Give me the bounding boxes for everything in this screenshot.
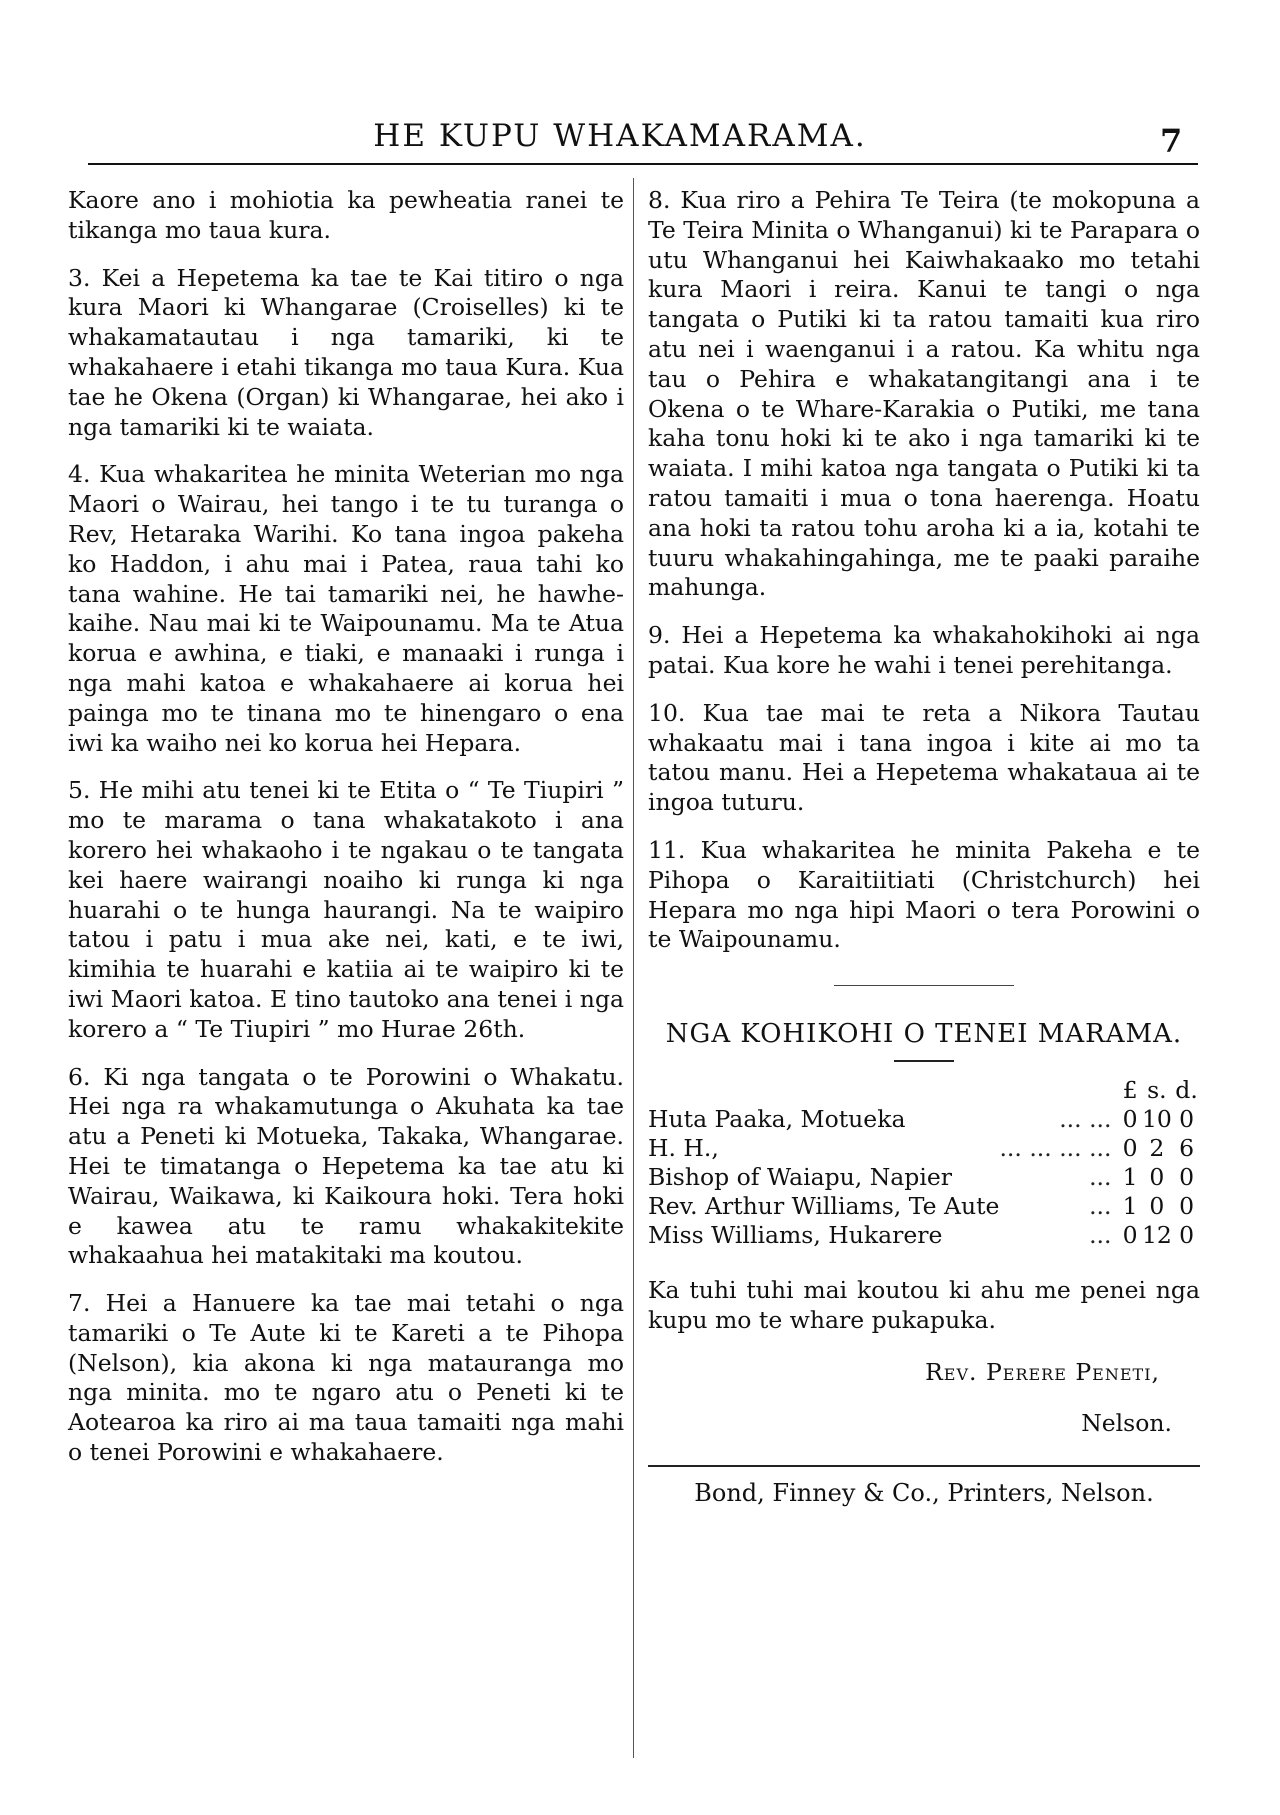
paragraph-item-8: 8. Kua riro a Pehira Te Teira (te mokopuna a Te Teira Minita o Whanganui) ki te Parapara o utu Whanganui hei Kaiwhakaako mo tetahi kura Maori i reira. Kanui te tangi o nga tangata o Putiki ki ta ratou tamaiti kua riro atu nei i waenganui i a ratou. Ka whitu nga tau o Pehira e whakatangitangi ana i te Okena o te Whare-Karakia o Putiki, me tana kaha tonu hoki ki te ako i nga tamariki ki te waiata. I mihi katoa nga tangata o Putiki ki ta ratou tamaiti i mua o tona haerenga. Hoatu ana hoki ta ratou tohu aroha ki a ia, kotahi te tuuru whakahingahinga, me te paaki paraihe mahunga. [648,186,1200,602]
contributor-name: H. H., [648,1133,719,1162]
shillings-cell: 12 [1141,1220,1172,1249]
paragraph-item-4: 4. Kua whakaritea he minita Weterian mo nga Maori o Wairau, hei tango i te tu turanga o Rev, Hetaraka Warihi. Ko tana ingoa pakeha ko Haddon, i ahu mai i Patea, raua tahi ko tana wahine. He tai tamariki nei, he hawhe-kaihe. Nau mai ki te Waipounamu. Ma te Atua korua e awhina, e tiaki, e manaaki i runga i nga mahi katoa e whakahaere ai korua hei painga mo te tinana mo te hinengaro o ena iwi ka waiho nei ko korua hei Hepara. [68,460,624,757]
contributor-name: Miss Williams, Hukarere [648,1220,943,1249]
signature-place: Nelson. [1081,1409,1172,1438]
page-header-title: HE KUPU WHAKAMARAMA. [373,118,867,154]
right-column [648,186,1200,1509]
leader-dots: ... ... [1059,1104,1112,1133]
heading-underline [894,1060,954,1062]
pence-cell: 0 [1179,1220,1195,1249]
contributions-table [648,1076,1200,1250]
paragraph-item-6: 6. Ki nga tangata o te Porowini o Whakatu. Hei nga ra whakamutunga o Akuhata ka tae atu a Peneti ki Motueka, Takaka, Whangarae. Hei te timatanga o Hepetema ka tae atu ki Wairau, Waikawa, ki Kaikoura hoki. Tera hoki e kawea atu te ramu whakakitekite whakaahua hei matakitaki ma koutou. [68,1062,624,1270]
pounds-cell: 0 [1122,1220,1138,1249]
printer-imprint: Bond, Finney & Co., Printers, Nelson. [694,1479,1154,1508]
paragraph-item-11: 11. Kua whakaritea he minita Pakeha e te Pihopa o Karaitiitiati (Christchurch) hei Hepara mo nga hipi Maori o tera Porowini o te Waipounamu. [648,835,1200,954]
contributor-name: Bishop of Waiapu, Napier [648,1162,952,1191]
section-divider [834,985,1014,986]
leader-dots: ... [1089,1220,1112,1249]
paragraph-item-5: 5. He mihi atu tenei ki te Etita o “ Te Tiupiri ” mo te marama o tana whakatakoto i ana korero hei whakaoho i te ngakau o te tangata kei haere wairangi noaiho ki runga ki nga huarahi o te hunga haurangi. Na te waipiro tatou i patu i mua ake nei, kati, e te iwi, kimihia te huarahi e katiia ai te waipiro ki te iwi Maori katoa. E tino tautoko ana tenei i nga korero a “ Te Tiupiri ” mo Hurae 26th. [68,776,624,1043]
pounds-cell: 1 [1122,1162,1138,1191]
table-row [648,1134,1200,1163]
contributor-name: Huta Paaka, Motueka [648,1104,906,1133]
table-row [648,1105,1200,1134]
pence-header: d. [1175,1075,1198,1104]
printer-rule [648,1465,1200,1467]
paragraph-item-7: 7. Hei a Hanuere ka tae mai tetahi o nga tamariki o Te Aute ki te Kareti a te Pihopa (Nelson), kia akona ki nga matauranga mo nga minita. mo te ngaro atu o Peneti ki te Aotearoa ka riro ai ma taua tamaiti nga mahi o tenei Porowini e whakahaere. [68,1289,624,1467]
paragraph: Kaore ano i mohiotia ka pewheatia ranei te tikanga mo taua kura. [68,186,624,244]
leader-dots: ... ... ... ... [999,1133,1112,1162]
paragraph-item-9: 9. Hei a Hepetema ka whakahokihoki ai nga patai. Kua kore he wahi i tenei perehitanga. [648,621,1200,679]
pounds-cell: 1 [1122,1191,1138,1220]
column-divider [633,178,634,1758]
table-header-blank [999,1076,1119,1105]
pence-cell: 0 [1179,1104,1195,1133]
shillings-header: s. [1147,1075,1167,1104]
pence-cell: 6 [1179,1133,1195,1162]
pounds-cell: 0 [1122,1133,1138,1162]
table-header-row [648,1076,1200,1105]
shillings-cell: 0 [1149,1162,1165,1191]
signature-name: Rev. Perere Peneti, [925,1357,1160,1386]
contributions-note: Ka tuhi tuhi mai koutou ki ahu me penei nga kupu mo te whare pukapuka. [648,1275,1200,1334]
pence-cell: 0 [1179,1162,1195,1191]
page-number: 7 [1160,122,1183,160]
table-header-blank [648,1076,999,1105]
contributions-heading: NGA KOHIKOHI O TENEI MARAMA. [665,1019,1183,1050]
pounds-header: £ [1122,1075,1138,1104]
leader-dots: ... [1089,1162,1112,1191]
shillings-cell: 0 [1149,1191,1165,1220]
leader-dots: ... [1089,1191,1112,1220]
shillings-cell: 2 [1149,1133,1165,1162]
table-row [648,1163,1200,1192]
table-row [648,1192,1200,1221]
pence-cell: 0 [1179,1191,1195,1220]
contributor-name: Rev. Arthur Williams, Te Aute [648,1191,1000,1220]
header-rule [88,163,1198,165]
table-row [648,1221,1200,1250]
shillings-cell: 10 [1141,1104,1172,1133]
left-column [68,186,624,1486]
paragraph-item-3: 3. Kei a Hepetema ka tae te Kai titiro o nga kura Maori ki Whangarae (Croiselles) ki te whakamatautau i nga tamariki, ki te whakahaere i etahi tikanga mo taua Kura. Kua tae he Okena (Organ) ki Whangarae, hei ako i nga tamariki ki te waiata. [68,263,624,441]
pounds-cell: 0 [1122,1104,1138,1133]
paragraph-item-10: 10. Kua tae mai te reta a Nikora Tautau whakaatu mai i tana ingoa i kite ai mo ta tatou manu. Hei a Hepetema whakataua ai te ingoa tuturu. [648,698,1200,817]
